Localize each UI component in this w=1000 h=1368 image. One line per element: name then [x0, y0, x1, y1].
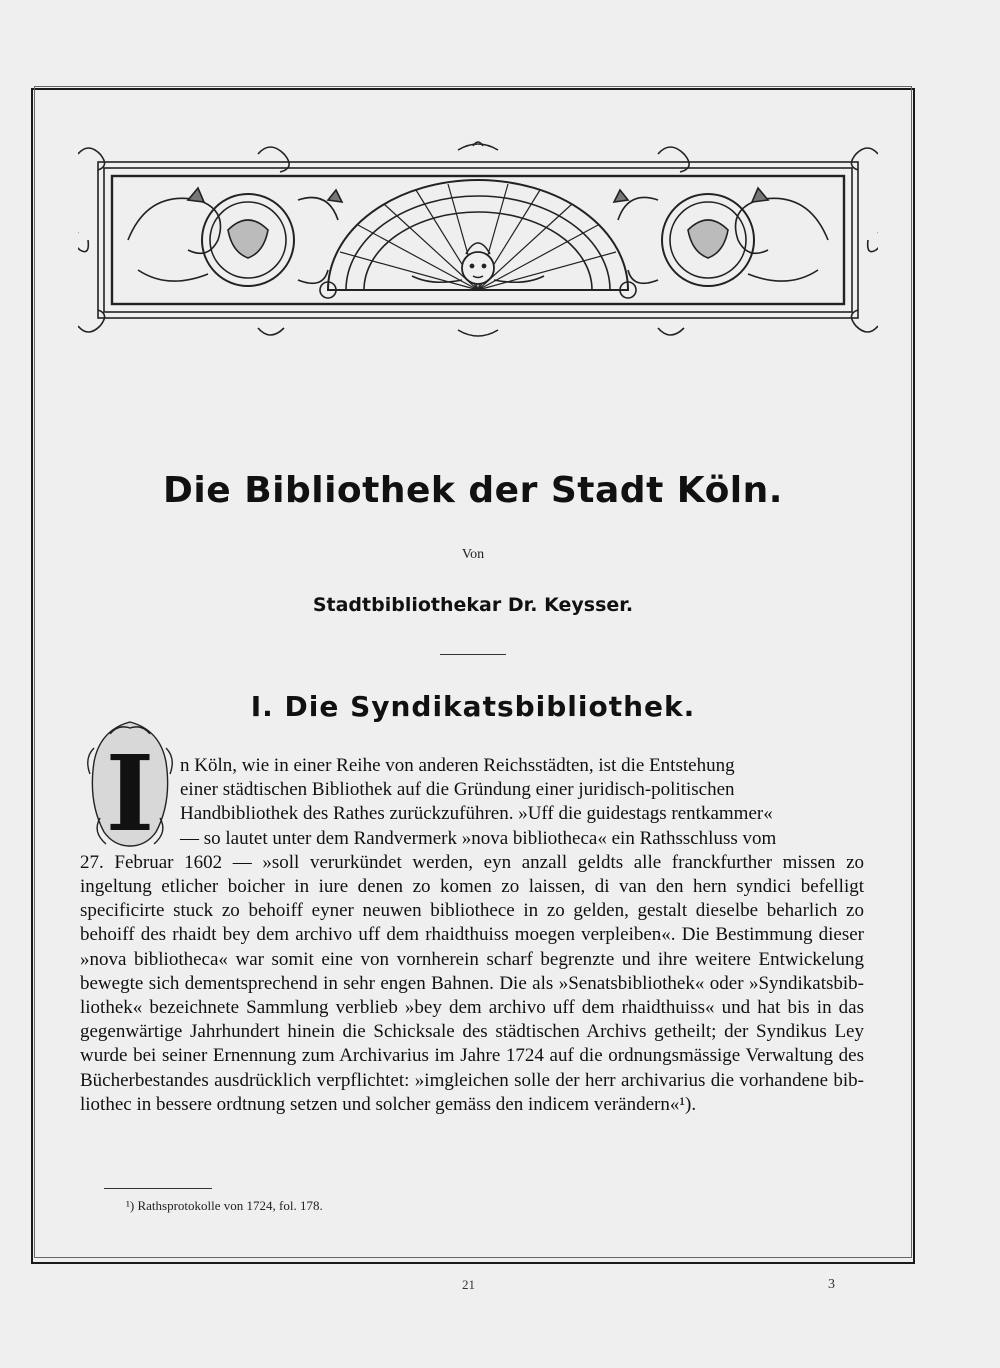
page-number-right: 3	[828, 1277, 835, 1292]
section-heading: I. Die Syndikatsbibliothek.	[250, 690, 696, 723]
byline-prefix: Von	[461, 547, 485, 562]
author-name: Stadtbibliothekar Dr. Keysser.	[312, 594, 634, 616]
paragraph-line-1: n Köln, wie in einer Reihe von anderen Reichsstädten, ist die Entstehung	[180, 755, 735, 776]
paragraph-line-3: Handbibliothek des Rathes zurückzuführen. »Uff die guidestags rentkammer«	[180, 803, 773, 825]
footnote: ¹) Rathsprotokolle von 1724, fol. 178.	[126, 1198, 323, 1213]
page-title: Die Bibliothek der Stadt Köln.	[163, 470, 783, 511]
body-paragraph	[80, 754, 864, 1117]
divider-rule	[440, 654, 506, 655]
paragraph-line-4: — so lautet unter dem Randvermerk »nova bibliotheca« ein Rathsschluss vom	[180, 827, 777, 849]
header-ornament	[78, 140, 878, 340]
page-number-left: 21	[462, 1277, 475, 1292]
paragraph-rest: 27. Februar 1602 — »soll verurkündet werden, eyn anzall geldts alle franckfurther missen zo ingeltung etlicher boicher in iure denen zo komen zo laissen, di van den hern syndici befelligt specificirte stuck zo behoiff eyner neuwen bibliothece in zo gelden, gestalt dieselbe beharlich zo behoiff des rhaidt bey dem archivo uff dem rhaidthuiss moegen verpleiben«. Die Bestimmung dieser »nova bibliotheca« war somit eine von vornherein scharf begrenzte und ihre weitere Entwickelung bewegte sich dementsprechend in sehr engen Bahnen. Die als »Senatsbibliothek« oder »Syndikatsbibliothek« bezeichnete Sammlung verblieb »bey dem archivo uff dem rhaidthuiss« und hat bis in das gegenwärtige Jahrhundert hinein die Schicksale des städtischen Archivs getheilt; der Syndikus Ley wurde bei seiner Ernennung zum Archivarius im Jahre 1724 auf die ordnungsmässige Verwaltung des Bücherbestandes ausdrücklich verpflichtet: »imgleichen solle der herr archivarius die vorhandene bibliothec in bessere ordtnung setzen und solcher gemäss den indicem verändern«¹).	[80, 851, 864, 1115]
footnote-divider	[104, 1188, 212, 1189]
dropcap-letter: I	[105, 732, 155, 850]
paragraph-line-2: einer städtischen Bibliothek auf die Gründung einer juridisch-politischen	[180, 779, 735, 801]
